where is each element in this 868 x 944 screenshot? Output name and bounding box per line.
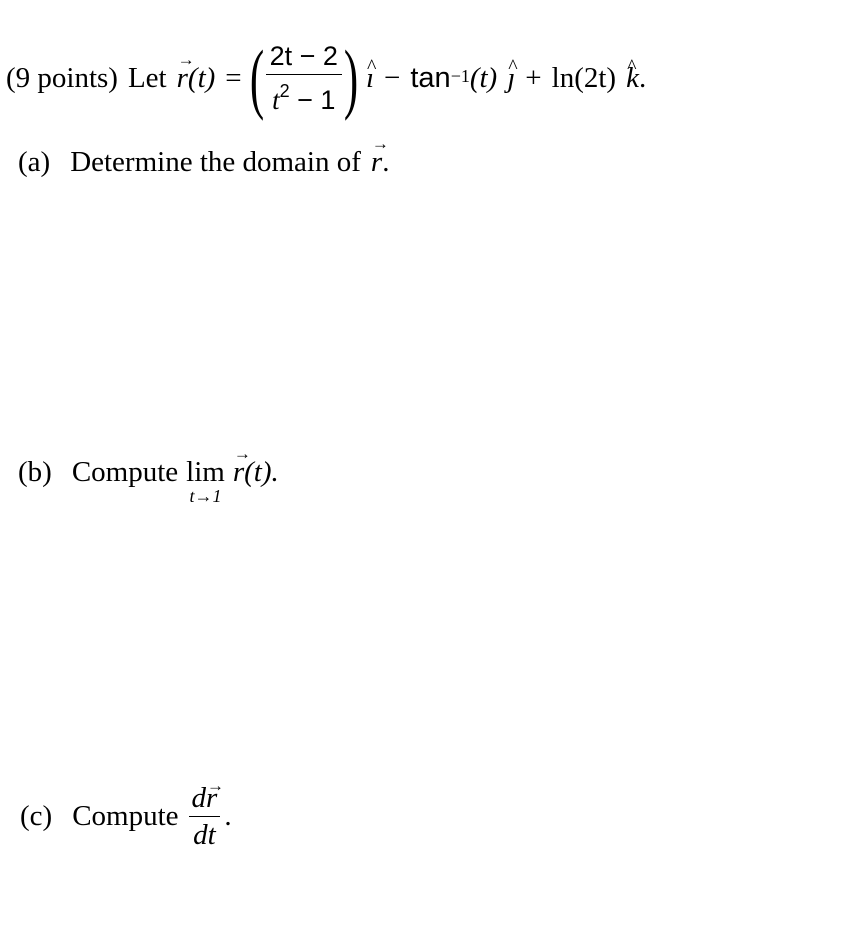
part-a-text: Determine the domain of	[70, 145, 361, 178]
ln-term: ln(2t)	[551, 61, 617, 94]
derivative-fraction	[189, 783, 221, 850]
part-b-text: Compute	[71, 455, 179, 488]
derivative-denominator: dt	[193, 818, 216, 851]
points-label: (9 points)	[6, 61, 118, 94]
function-arg: (t)	[187, 61, 216, 94]
part-c-text: Compute	[72, 799, 179, 832]
vector-r: → r	[371, 146, 382, 179]
fraction-denominator: $t^2 - 1$	[272, 81, 336, 115]
tan-function: tan	[410, 61, 451, 94]
vector-r: → r	[233, 456, 244, 489]
problem-statement: (9 points) Let → r (t) = ( $\frac{2t - 2}{t^2 - 1}$ ) ^ ı − tan −1 (t) ^ ȷ + ln(2t) ^ k .	[6, 36, 646, 120]
derivative-numerator: d→ r	[189, 783, 221, 817]
fraction	[266, 40, 342, 116]
tan-arg: (t)	[469, 61, 498, 94]
j-hat: ^ ȷ	[507, 62, 515, 95]
part-a: (a) Determine the domain of → r .	[18, 140, 389, 184]
part-b	[18, 450, 279, 506]
left-paren: (	[249, 34, 264, 121]
plus-sign: +	[525, 61, 542, 94]
limit	[186, 455, 225, 506]
part-b-arg: (t).	[244, 455, 279, 488]
equals-sign: =	[225, 61, 242, 94]
part-c: (c) Compute $\frac{d\to r}{dt}$ .	[20, 778, 232, 854]
right-paren: )	[343, 34, 359, 121]
part-c-label: (c)	[20, 799, 53, 832]
part-a-label: (a)	[18, 145, 51, 178]
vector-r: → r	[177, 62, 188, 95]
let-word: Let	[127, 61, 167, 94]
limit-operator: lim	[186, 455, 225, 488]
i-hat: ^ ı	[366, 62, 374, 95]
k-hat: ^ k	[626, 62, 639, 95]
fraction-numerator: 2t − 2	[266, 40, 342, 75]
tan-exponent: −1	[450, 65, 470, 86]
part-b-label: (b)	[18, 455, 52, 488]
minus-sign: −	[384, 61, 401, 94]
limit-subscript: t→1	[189, 485, 222, 506]
